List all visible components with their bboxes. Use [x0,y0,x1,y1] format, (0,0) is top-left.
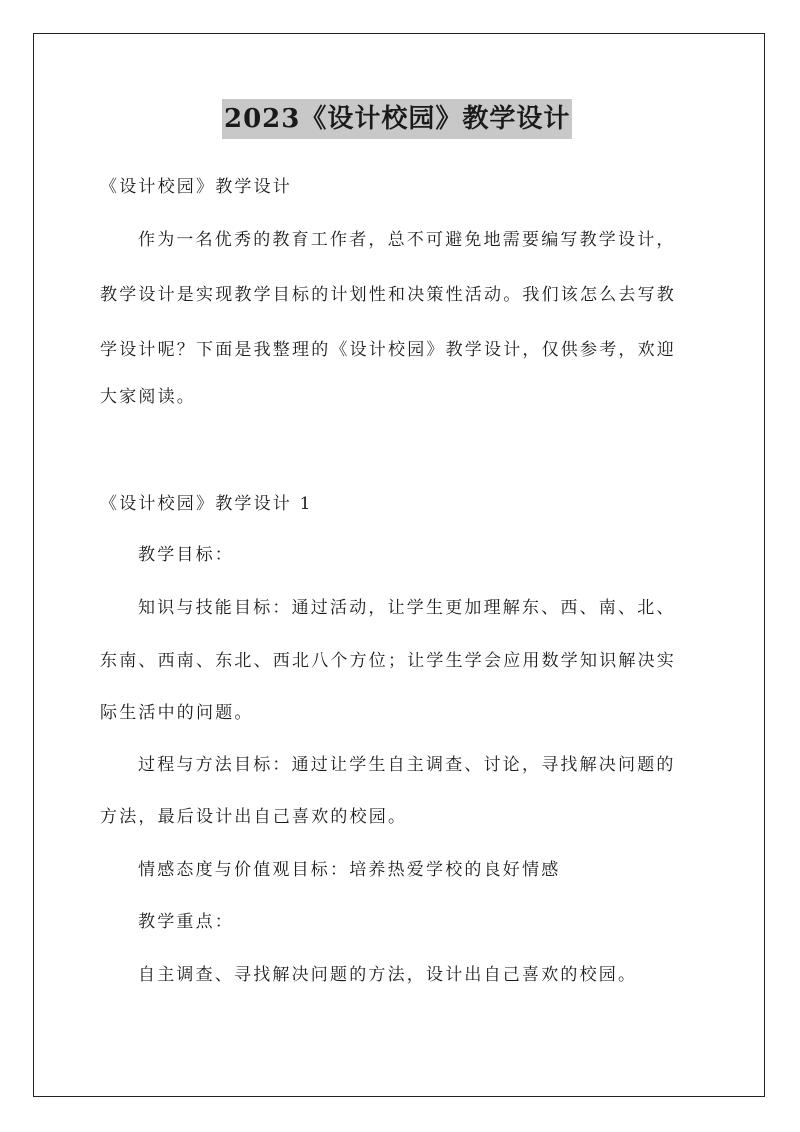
document-subtitle: 《设计校园》教学设计 [100,177,292,197]
knowledge-goal-line-2: 东南、西南、东北、西北八个方位；让学生学会应用数学知识解决实 [100,651,676,671]
document-title: 2023《设计校园》教学设计 [222,99,572,139]
key-points-text: 自主调查、寻找解决问题的方法，设计出自己喜欢的校园。 [138,965,638,985]
process-goal-line-1: 过程与方法目标：通过让学生自主调查、讨论，寻找解决问题的 [138,755,676,775]
knowledge-goal-line-3: 际生活中的问题。 [100,703,254,723]
knowledge-goal-line-1: 知识与技能目标：通过活动，让学生更加理解东、西、南、北、 [138,598,676,618]
intro-line-4: 大家阅读。 [100,387,196,407]
intro-line-3: 学设计呢？下面是我整理的《设计校园》教学设计，仅供参考，欢迎 [100,340,676,360]
section-heading: 《设计校园》教学设计 1 [100,494,313,514]
intro-line-1: 作为一名优秀的教育工作者，总不可避免地需要编写教学设计， [138,230,676,250]
process-goal-line-2: 方法，最后设计出自己喜欢的校园。 [100,807,408,827]
key-points-label: 教学重点： [138,912,234,932]
emotion-goal: 情感态度与价值观目标：培养热爱学校的良好情感 [138,860,561,880]
intro-line-2: 教学设计是实现教学目标的计划性和决策性活动。我们该怎么去写教 [100,285,676,305]
teaching-goals-label: 教学目标： [138,545,234,565]
